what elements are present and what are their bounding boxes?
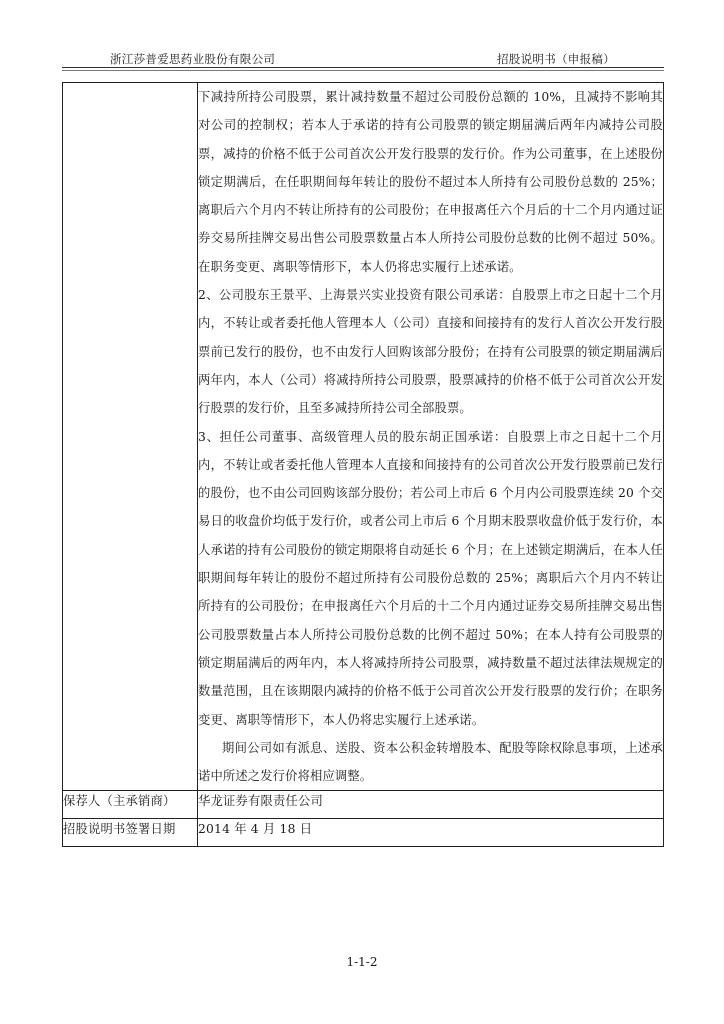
sponsor-value: 华龙证券有限责任公司 bbox=[198, 791, 664, 819]
commitment-paragraph: 2、公司股东王景平、上海景兴实业投资有限公司承诺：自股票上市之日起十二个月内，不转让或者委托他人管理本人（公司）直接和间接持有的发行人首次公开发行股票前已发行的股份，也不由发行人回购该部分股份；在持有公司股票的锁定期届满后两年内，本人（公司）将减持所持公司股票，股票减持的价格不低于公司首次公开发行股票的发行价，且至多减持所持公司全部股票。 bbox=[198, 288, 663, 416]
sign-date-value: 2014 年 4 月 18 日 bbox=[198, 819, 664, 847]
info-table bbox=[62, 82, 664, 847]
commitment-paragraph: 3、担任公司董事、高级管理人员的股东胡正国承诺：自股票上市之日起十二个月内，不转让或者委托他人管理本人直接和间接持有的公司首次公开发行股票前已发行的股份，也不由公司回购该部分股份；若公司上市后 6 个月内公司股票连续 20 个交易日的收盘价均低于发行价，或者公司上市后 6 个月期末股票收盘价低于发行价，本人承诺的持有公司股份的锁定期限将自动延长 6 个月；在上述锁定期满后，在本人任职期间每年转让的股份不超过所持有公司股份总数的 25%；离职后六个月内不转让所持有的公司股份；在申报离任六个月后的十二个月内通过证券交易所挂牌交易出售公司股票数量占本人所持公司股份总数的比例不超过 50%；在本人持有公司股票的锁定期届满后的两年内，本人将减持所持公司股票，减持数量不超过法律法规规定的数量范围，且在该期限内减持的价格不低于公司首次公开发行股票的发行价；在职务变更、离职等情形下，本人仍将忠实履行上述承诺。 bbox=[198, 429, 663, 727]
commitments-content-cell bbox=[198, 83, 664, 791]
commitment-paragraph: 下减持所持公司股票，累计减持数量不超过公司股份总额的 10%，且减持不影响其对公司的控制权；若本人于承诺的持有公司股票的锁定期届满后两年内减持公司股票，减持的价格不低于公司首次公开发行股票的发行价。作为公司董事，在上述股份锁定期满后，在任职期间每年转让的股份不超过本人所持有公司股份总数的 25%；离职后六个月内不转让所持有的公司股份；在申报离任六个月后的十二个月内通过证券交易所挂牌交易出售公司股票数量占本人所持公司股份总数的比例不超过 50%。在职务变更、离职等情形下，本人仍将忠实履行上述承诺。 bbox=[198, 90, 663, 274]
sponsor-row bbox=[63, 791, 664, 819]
header-rule-thin bbox=[62, 70, 664, 71]
sign-date-label: 招股说明书签署日期 bbox=[63, 819, 198, 847]
header-document-title: 招股说明书（申报稿） bbox=[497, 52, 615, 66]
commitments-label-cell bbox=[63, 83, 198, 791]
commitments-row bbox=[63, 83, 664, 791]
sponsor-label: 保荐人（主承销商） bbox=[63, 791, 198, 819]
sign-date-row bbox=[63, 819, 664, 847]
commitment-paragraph: 期间公司如有派息、送股、资本公积金转增股本、配股等除权除息事项，上述承诺中所述之发行价将相应调整。 bbox=[198, 740, 663, 784]
header-company-name: 浙江莎普爱思药业股份有限公司 bbox=[110, 52, 276, 66]
header-rule bbox=[62, 67, 664, 68]
page-number: 1-1-2 bbox=[346, 955, 378, 969]
